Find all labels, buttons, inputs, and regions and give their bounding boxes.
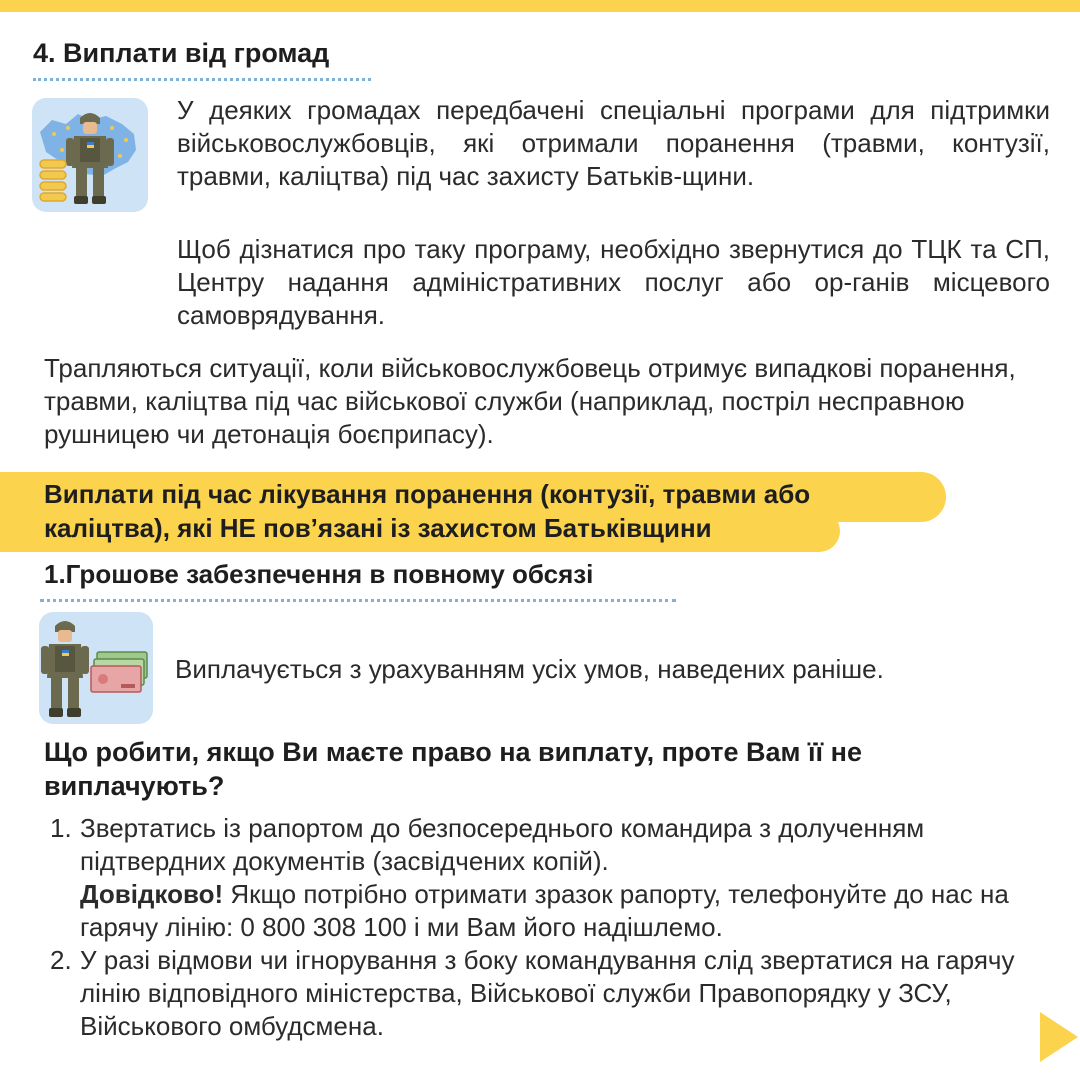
banner-line-1: Виплати під час лікування поранення (контузії, травми або	[44, 479, 811, 509]
list-item-number: 2.	[50, 945, 72, 975]
list-item-text: Звертатись із рапортом до безпосереднього командира з долученням підтвердних документів (засвідчених копій).	[80, 813, 925, 876]
next-arrow-icon[interactable]	[1038, 1010, 1080, 1064]
soldier-banknotes-icon	[39, 612, 153, 724]
list-item-number: 1.	[50, 813, 72, 843]
section-title-underline	[33, 78, 371, 81]
list-item-text: У разі відмови чи ігнорування з боку командування слід звертатися на гарячу лінію відповідного міністерства, Військової служби Правопорядку у ЗСУ, Військового омбудсмена.	[80, 945, 1015, 1041]
note-label: Довідково!	[80, 879, 224, 909]
section1-body-1: У деяких громадах передбачені спеціальні програми для підтримки військовослужбовців, які отримали поранення (травми, контузії, травми, каліцтва) під час захисту Батьків-щини.	[177, 95, 1050, 191]
section2-body: Виплачується з урахуванням усіх умов, наведених раніше.	[175, 654, 884, 684]
list-item	[44, 812, 1044, 944]
intro-paragraph: Трапляються ситуації, коли військовослужбовець отримує випадкові поранення, травми, каліцтва під час військової служби (наприклад, постріл несправною рушницею чи детонація боєприпасу).	[44, 353, 1016, 449]
top-accent-bar	[0, 0, 1080, 12]
steps-list	[44, 812, 1044, 1043]
question-title: Що робити, якщо Ви маєте право на виплату, проте Вам її не виплачують?	[44, 737, 862, 801]
section1-body-2: Щоб дізнатися про таку програму, необхідно звернутися до ТЦК та СП, Центру надання адміністративних послуг або ор-ганів місцевого самоврядування.	[177, 234, 1050, 330]
soldier-map-coins-icon	[32, 98, 148, 212]
banner-line-2: каліцтва), які НЕ пов’язані із захистом Батьківщини	[44, 513, 712, 543]
section-title-community-payments: 4. Виплати від громад	[33, 38, 330, 68]
note-text: Якщо потрібно отримати зразок рапорту, телефонуйте до нас на гарячу лінію: 0 800 308 100 і ми Вам його надішлемо.	[80, 879, 1009, 942]
list-item	[44, 944, 1044, 1043]
section2-title-underline	[40, 599, 676, 602]
section-title-full-allowance: 1.Грошове забезпечення в повному обсязі	[44, 559, 594, 589]
